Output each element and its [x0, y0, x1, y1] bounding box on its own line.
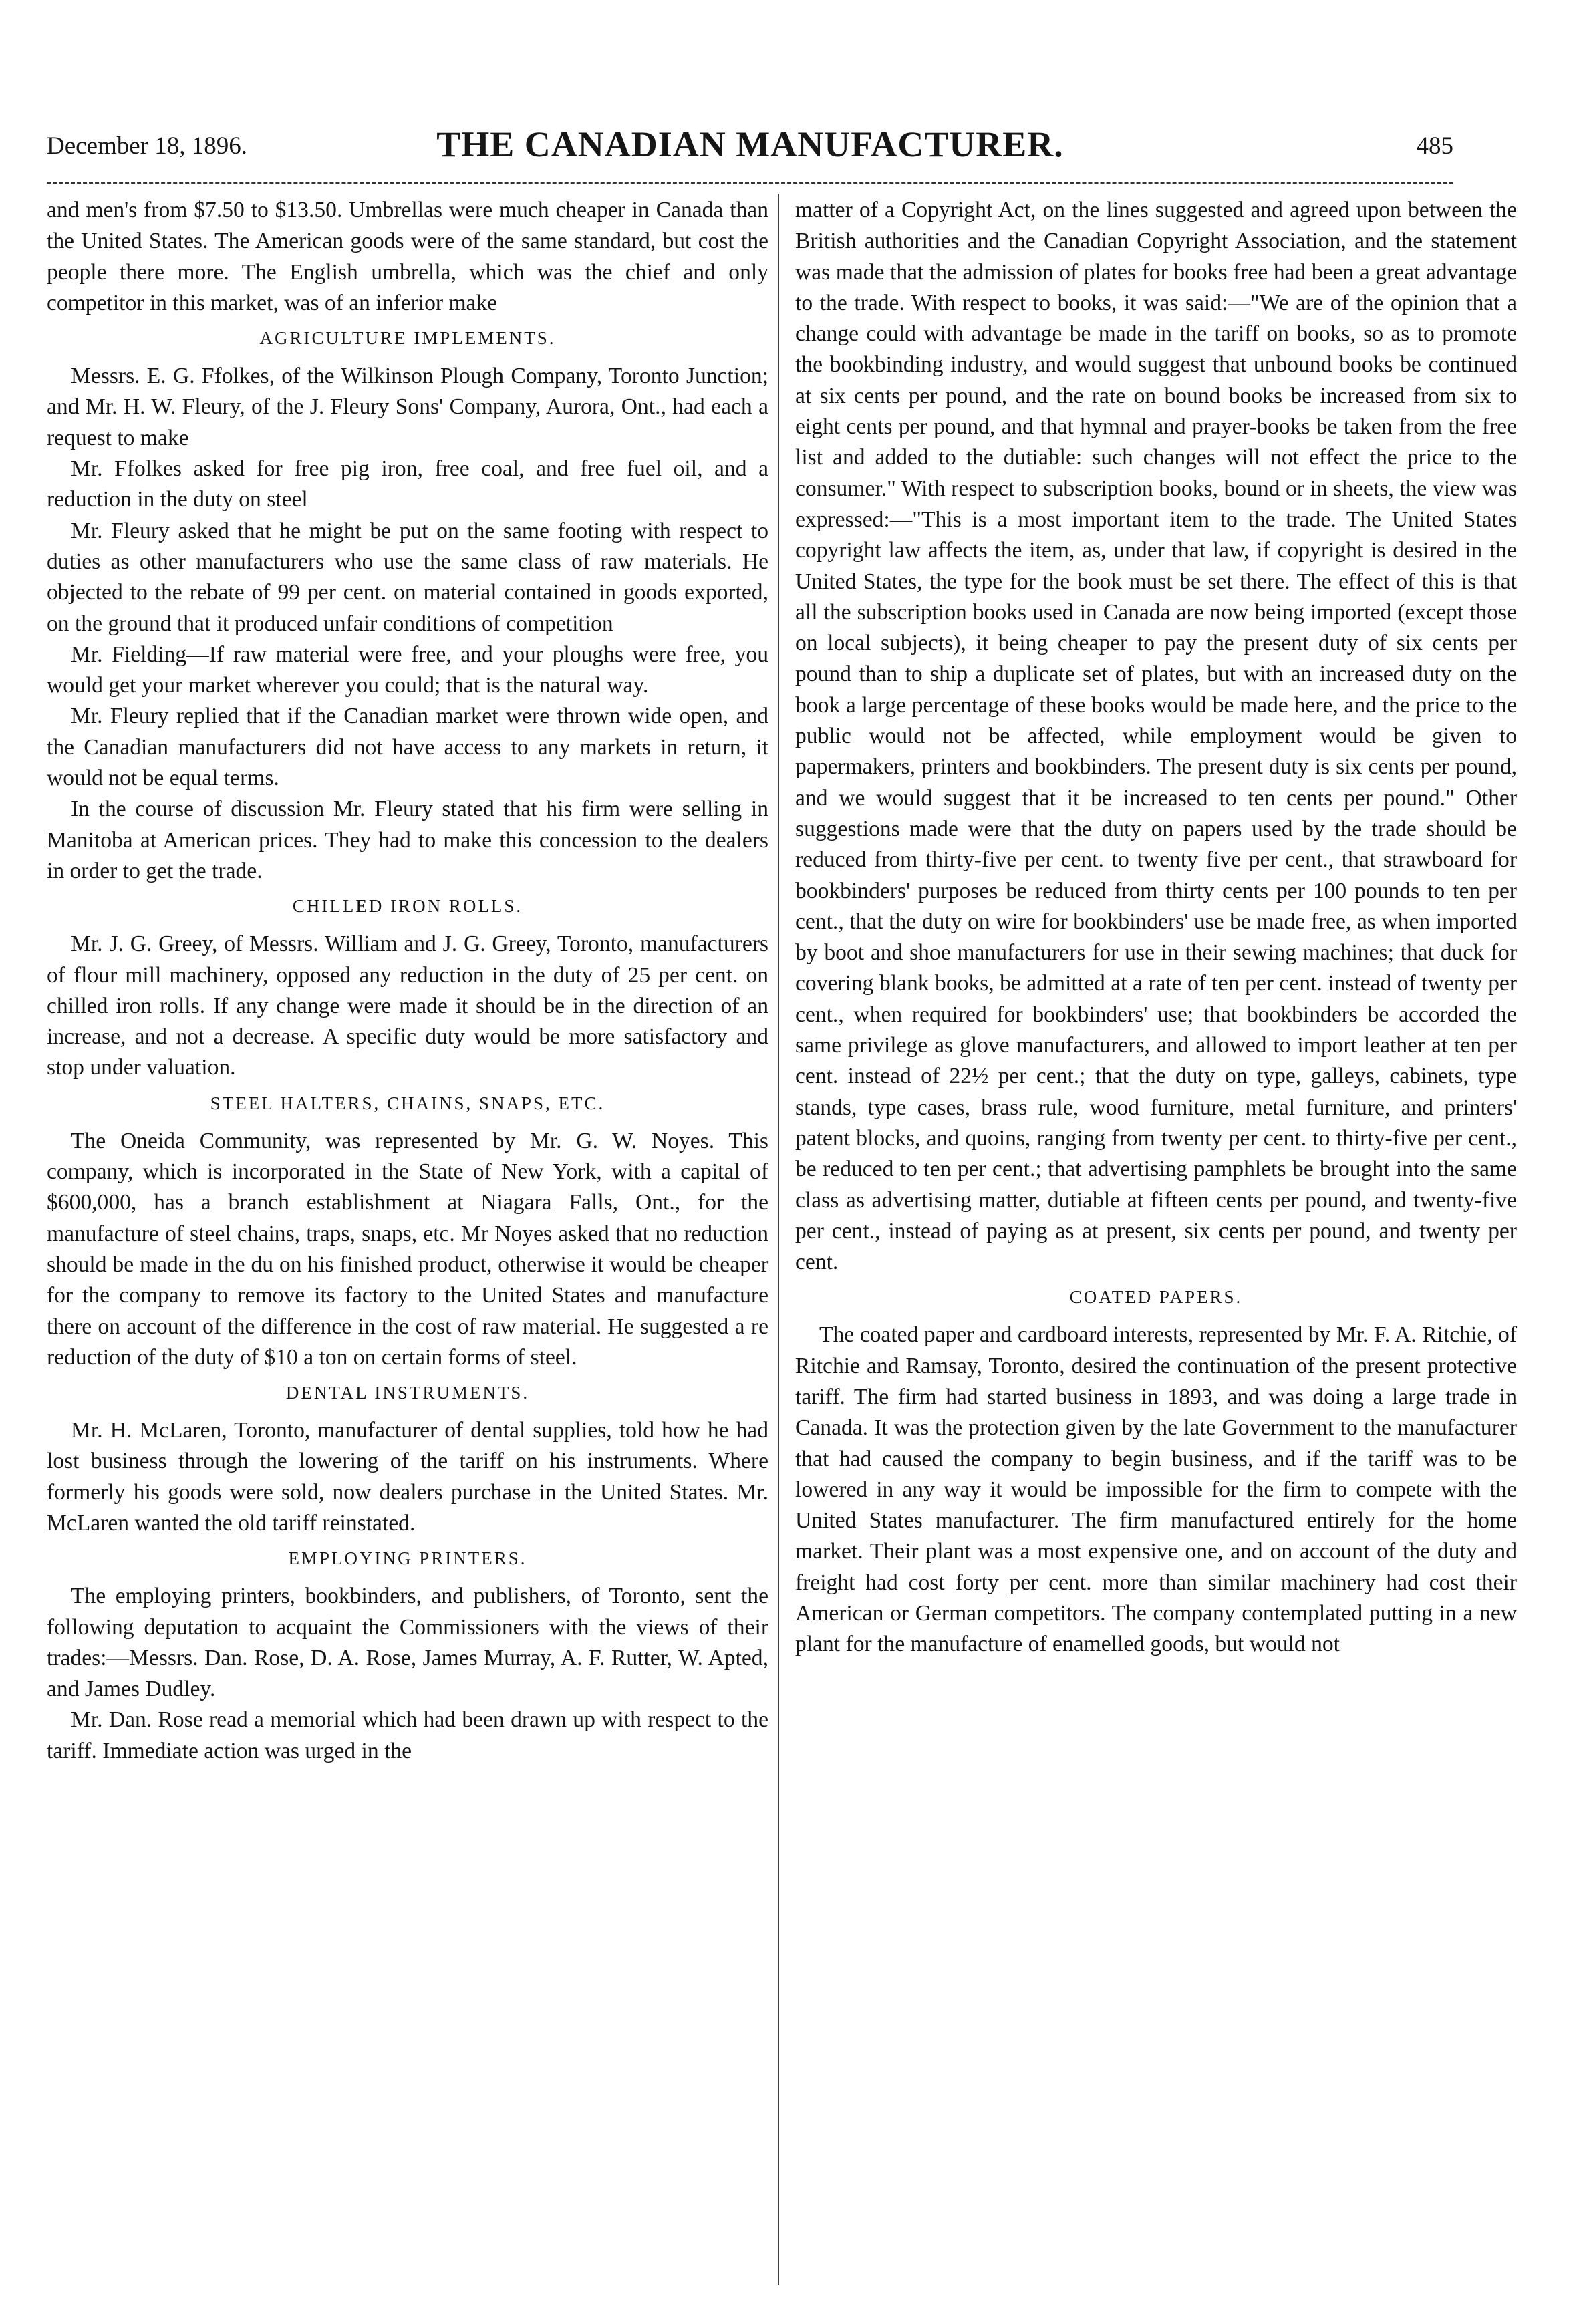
article-paragraph: The Oneida Community, was represented by Mr. G. W. Noyes. This company, which is incorporated in the State of New York, with a capital of $600,000, has a branch establishment at Niagara Falls, Ont., for the manufacture of steel chains, traps, snaps, etc. Mr Noyes asked that no reduction should be made in the du on his finished product, otherwise it would be cheaper for the company to remove its factory to the United States and manufacture there on account of the difference in the cost of raw material. He suggested a re reduction of the duty of $10 a ton on certain forms of steel. — [47, 1128, 768, 1370]
article-paragraph: matter of a Copyright Act, on the lines suggested and agreed upon between the British authorities and the Canadian Copyright Association, and the statement was made that the admission of plates for books free had been a great advantage to the trade. With respect to books, it was said:—"We are of the opinion that a change could with advantage be made in the tariff on books, so as to promote the bookbinding industry, and would suggest that unbound books be continued at six cents per pound, and the rate on bound books be increased from six to eight cents per pound, and that hymnal and prayer-books be taken from the free list and added to the dutiable: such changes will not effect the price to the consumer." With respect to subscription books, bound or in sheets, the view was expressed:—"This is a most important item to the trade. The United States copyright law affects the item, as, under that law, if copyright is desired in the United States, the type for the book must be set there. The effect of this is that all the subscription books used in Canada are now being imported (except those on local subjects), it being cheaper to pay the present duty of six cents per pound than to ship a duplicate set of plates, but with an increased duty on the book a large percentage of these books would be made here, and the price to the public would not be affected, while employment would be given to papermakers, printers and bookbinders. The present duty is six cents per pound, and we would suggest that it be increased to ten cents per pound." Other suggestions made were that the duty on papers used by the trade should be reduced from thirty-five per cent. to twenty five per cent., that strawboard for bookbinders' purposes be reduced from thirty cents per 100 pounds to ten per cent., that the duty on wire for bookbinders' use be made free, as when imported by boot and shoe manufacturers for use in their sewing machines; that duck for covering blank books, be admitted at a rate of ten per cent. instead of twenty per cent., when required for bookbinders' use; that bookbinders be accorded the same privilege as glove manufacturers, and allowed to import leather at ten per cent. instead of 22½ per cent.; that the duty on type, galleys, cabinets, type stands, type cases, brass rule, wood furniture, metal furniture, and printers' patent blocks, and quoins, ranging from twenty per cent. to thirty-five per cent., be reduced to ten per cent.; that advertising pamphlets be brought into the same class as advertising matter, dutiable at fifteen cents per pound, and twenty-five per cent., instead of paying as at present, six cents per pound, and twenty per cent. — [795, 198, 1517, 1275]
section-heading: EMPLOYING PRINTERS. — [288, 1548, 527, 1569]
article-paragraph: The employing printers, bookbinders, and publishers, of Toronto, sent the following deputation to acquaint the Commissioners with the views of their trades:—Messrs. Dan. Rose, D. A. Rose, James Murray, A. F. Rutter, W. Apted, and James Dudley. — [47, 1584, 768, 1702]
page-number: 485 — [1416, 132, 1453, 160]
section-heading: CHILLED IRON ROLLS. — [292, 896, 523, 917]
article-paragraph: In the course of discussion Mr. Fleury stated that his firm were selling in Manitoba at American prices. They had to make this concession to the dealers in order to get the trade. — [47, 796, 768, 883]
issue-date: December 18, 1896. — [47, 132, 248, 160]
article-paragraph: The coated paper and cardboard interests, represented by Mr. F. A. Ritchie, of Ritchie and Ramsay, Toronto, desired the continuation of the present protective tariff. The firm had started business in 1893, and was doing a large trade in Canada. It was the protection given by the late Government to the manufacturer that had caused the company to begin business, and if the tariff was to be lowered in any way it would be impossible for the firm to compete with the United States manufacturer. The firm manufactured entirely for the home market. Their plant was a most expensive one, and on account of the duty and freight had cost forty per cent. more than similar machinery had cost their American or German competitors. The company contemplated putting in a new plant for the manufacture of enamelled goods, but would not — [795, 1322, 1517, 1657]
right-column — [795, 195, 1517, 1660]
header-rule — [47, 182, 1453, 184]
section-heading: STEEL HALTERS, CHAINS, SNAPS, ETC. — [210, 1093, 605, 1113]
section-heading: COATED PAPERS. — [1069, 1287, 1243, 1308]
article-paragraph: Mr. Fielding—If raw material were free, and your ploughs were free, you would get your market wherever you could; that is the natural way. — [47, 641, 768, 698]
running-head — [47, 124, 1453, 177]
article-paragraph: Mr. Ffolkes asked for free pig iron, free coal, and free fuel oil, and a reduction in the duty on steel — [47, 456, 768, 513]
article-paragraph: and men's from $7.50 to $13.50. Umbrellas were much cheaper in Canada than the United States. The American goods were of the same standard, but cost the people there more. The English umbrella, which was the chief and only competitor in this market, was of an inferior make — [47, 198, 768, 315]
column-divider — [778, 194, 779, 2285]
article-paragraph: Messrs. E. G. Ffolkes, of the Wilkinson Plough Company, Toronto Junction; and Mr. H. W. Fleury, of the J. Fleury Sons' Company, Aurora, Ont., had each a request to make — [47, 364, 768, 450]
article-paragraph: Mr. J. G. Greey, of Messrs. William and J. G. Greey, Toronto, manufacturers of flour mill machinery, opposed any reduction in the duty of 25 per cent. on chilled iron rolls. If any change were made it should be in the direction of an increase, and not a decrease. A specific duty would be more satisfactory and stop under valuation. — [47, 931, 768, 1080]
article-paragraph: Mr. Fleury asked that he might be put on the same footing with respect to duties as other manufacturers who use the same class of raw materials. He objected to the rebate of 99 per cent. on material contained in goods exported, on the ground that it produced unfair conditions of competition — [47, 518, 768, 636]
section-heading: DENTAL INSTRUMENTS. — [285, 1383, 530, 1403]
article-paragraph: Mr. Dan. Rose read a memorial which had been drawn up with respect to the tariff. Immediate action was urged in the — [47, 1707, 768, 1763]
section-heading: AGRICULTURE IMPLEMENTS. — [259, 328, 556, 349]
publication-title: THE CANADIAN MANUFACTURER. — [436, 124, 1064, 164]
article-paragraph: Mr. Fleury replied that if the Canadian market were thrown wide open, and the Canadian manufacturers did not have access to any markets in return, it would not be equal terms. — [47, 704, 768, 791]
left-column — [47, 195, 768, 1767]
article-paragraph: Mr. H. McLaren, Toronto, manufacturer of dental supplies, told how he had lost business through the lowering of the tariff on his instruments. Where formerly his goods were sold, now dealers purchase in the United States. Mr. McLaren wanted the old tariff reinstated. — [47, 1418, 768, 1536]
